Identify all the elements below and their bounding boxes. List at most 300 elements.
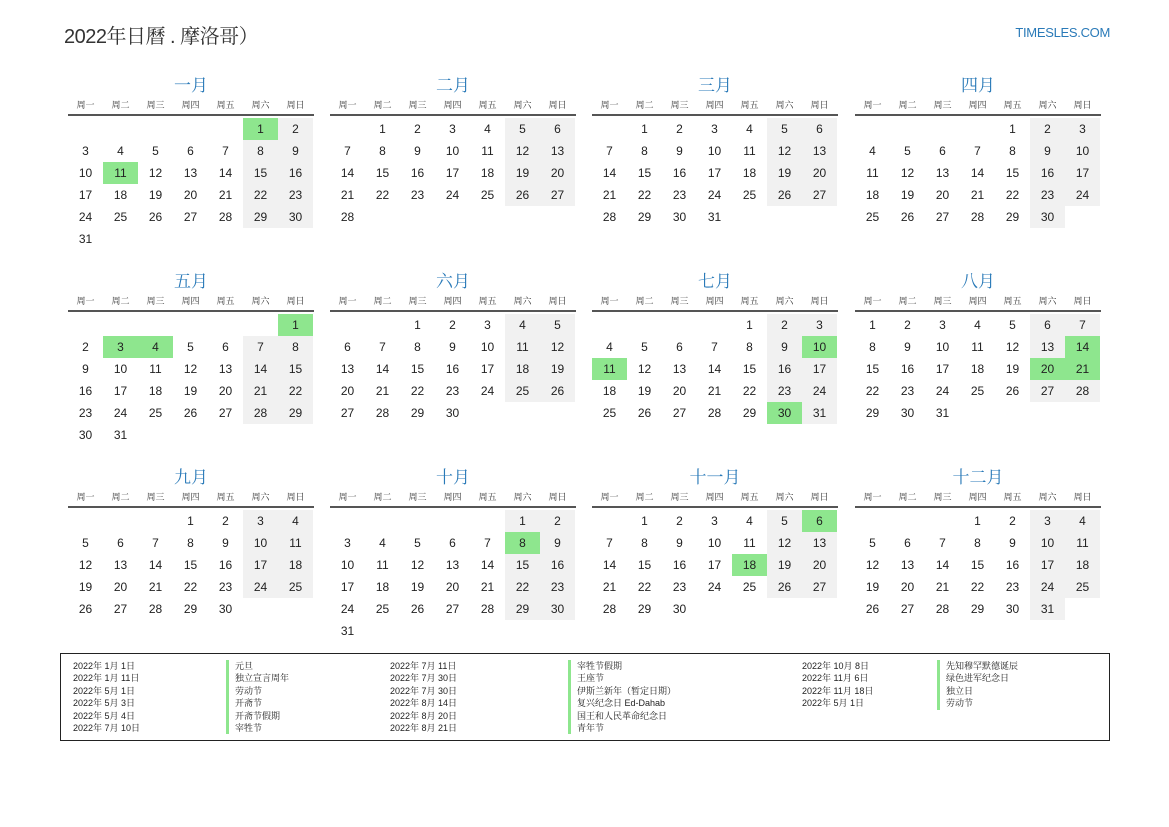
- holiday-day-cell: 11: [592, 358, 627, 380]
- weekday-header: [330, 490, 576, 508]
- day-cell: 11: [971, 340, 984, 354]
- month-11: [592, 467, 838, 620]
- empty-cell: [662, 314, 697, 336]
- day-cell: 19: [637, 384, 652, 398]
- day-cell: 24: [1065, 184, 1100, 206]
- weekday-label: 周三: [933, 492, 952, 502]
- day-cell: 27: [340, 406, 355, 420]
- month-name: 十月: [436, 468, 470, 487]
- day-cell: 24: [707, 580, 722, 594]
- empty-cell: [470, 510, 505, 532]
- holiday-day-cell: 8: [505, 532, 540, 554]
- day-cell: 2: [540, 510, 575, 532]
- day-cell: 22: [742, 384, 757, 398]
- day-cell: 16: [767, 358, 802, 380]
- day-cell: 24: [480, 384, 495, 398]
- weekday-label: 周五: [1003, 296, 1022, 306]
- month-name: 二月: [436, 76, 470, 95]
- empty-cell: [173, 314, 208, 336]
- day-cell: 20: [540, 162, 575, 184]
- site-logo[interactable]: TIMESLES.COM: [1015, 25, 1110, 40]
- weekday-header: [592, 294, 838, 312]
- empty-cell: [400, 510, 435, 532]
- weekday-label: 周一: [863, 492, 882, 502]
- day-cell: 7: [379, 340, 386, 354]
- weekday-header: [330, 294, 576, 312]
- empty-cell: [890, 510, 925, 532]
- holiday-dates-col3: [802, 660, 873, 710]
- holiday-list: [60, 653, 1110, 741]
- holiday-day-cell: 3: [103, 336, 138, 358]
- day-cell: 16: [672, 166, 687, 180]
- weekday-label: 周四: [181, 296, 200, 306]
- weekday-label: 周五: [216, 100, 235, 110]
- day-cell: 27: [540, 184, 575, 206]
- holiday-day-cell: 10: [802, 336, 837, 358]
- day-cell: 15: [1005, 166, 1020, 180]
- empty-cell: [330, 314, 365, 336]
- weekday-label: 周五: [478, 100, 497, 110]
- holiday-day-cell: 20: [1030, 358, 1065, 380]
- day-cell: 13: [218, 362, 233, 376]
- day-cell: 9: [676, 144, 683, 158]
- weekday-header: [855, 294, 1101, 312]
- weekday-label: 周二: [373, 296, 392, 306]
- holiday-entry: 2022年 8月 14日: [390, 698, 458, 709]
- day-cell: 8: [641, 536, 648, 550]
- month-name: 十一月: [689, 468, 741, 487]
- day-cell: 16: [410, 166, 425, 180]
- day-cell: 6: [939, 144, 946, 158]
- holiday-names-col2: [568, 660, 676, 734]
- month-5: [68, 271, 314, 446]
- day-cell: 20: [935, 188, 950, 202]
- empty-cell: [592, 314, 627, 336]
- day-cell: 13: [1030, 336, 1065, 358]
- day-cell: 21: [602, 580, 617, 594]
- weekday-label: 周五: [1003, 492, 1022, 502]
- day-cell: 15: [865, 362, 880, 376]
- day-cell: 28: [480, 602, 495, 616]
- day-cell: 31: [113, 428, 128, 442]
- day-cell: 20: [802, 554, 837, 576]
- day-cell: 2: [767, 314, 802, 336]
- day-cell: 10: [340, 558, 355, 572]
- day-cell: 27: [900, 602, 915, 616]
- weekday-label: 周五: [216, 296, 235, 306]
- day-cell: 15: [243, 162, 278, 184]
- day-cell: 25: [505, 380, 540, 402]
- day-cell: 12: [865, 558, 880, 572]
- weekday-label: 周三: [408, 100, 427, 110]
- empty-cell: [592, 510, 627, 532]
- day-cell: 26: [865, 602, 880, 616]
- day-cell: 16: [900, 362, 915, 376]
- day-cell: 11: [1065, 532, 1100, 554]
- day-cell: 8: [641, 144, 648, 158]
- day-cell: 10: [935, 340, 950, 354]
- weekday-label: 周一: [338, 100, 357, 110]
- day-cell: 14: [243, 358, 278, 380]
- holiday-entry: 2022年 1月 11日: [73, 673, 140, 684]
- day-cell: 2: [414, 122, 421, 136]
- day-cell: 16: [278, 162, 313, 184]
- empty-cell: [138, 314, 173, 336]
- day-cell: 26: [410, 602, 425, 616]
- day-cell: 11: [743, 144, 756, 158]
- day-cell: 30: [78, 428, 93, 442]
- day-cell: 14: [480, 558, 495, 572]
- day-cell: 14: [602, 166, 617, 180]
- day-cell: 29: [637, 210, 652, 224]
- empty-cell: [925, 510, 960, 532]
- day-cell: 3: [711, 122, 718, 136]
- day-cell: 15: [970, 558, 985, 572]
- day-cell: 21: [935, 580, 950, 594]
- day-cell: 2: [278, 118, 313, 140]
- day-cell: 30: [278, 206, 313, 228]
- holiday-day-cell: 6: [802, 510, 837, 532]
- day-cell: 22: [183, 580, 198, 594]
- day-cell: 24: [802, 380, 837, 402]
- weekday-label: 周四: [968, 296, 987, 306]
- holiday-entry: 2022年 5月 3日: [73, 698, 136, 709]
- day-cell: 3: [711, 514, 718, 528]
- day-cell: 27: [1030, 380, 1065, 402]
- day-cell: 30: [1030, 206, 1065, 228]
- day-cell: 7: [243, 336, 278, 358]
- day-cell: 20: [445, 580, 460, 594]
- holiday-day-cell: 30: [767, 402, 802, 424]
- day-cell: 19: [767, 162, 802, 184]
- day-cell: 10: [707, 536, 722, 550]
- weekday-label: 周六: [513, 492, 532, 502]
- day-cell: 17: [707, 166, 722, 180]
- day-cell: 3: [243, 510, 278, 532]
- day-cell: 27: [183, 210, 198, 224]
- day-cell: 20: [340, 384, 355, 398]
- day-cell: 16: [218, 558, 233, 572]
- day-cell: 28: [602, 210, 617, 224]
- holiday-day-cell: 14: [1065, 336, 1100, 358]
- weekday-label: 周四: [968, 492, 987, 502]
- day-cell: 22: [243, 184, 278, 206]
- weekday-label: 周六: [513, 296, 532, 306]
- day-cell: 9: [222, 536, 229, 550]
- day-cell: 8: [278, 336, 313, 358]
- day-cell: 7: [711, 340, 718, 354]
- weekday-label: 周日: [286, 296, 305, 306]
- day-cell: 7: [344, 144, 351, 158]
- day-cell: 27: [672, 406, 687, 420]
- day-cell: 23: [410, 188, 425, 202]
- day-grid: [330, 510, 576, 642]
- weekday-label: 周三: [670, 492, 689, 502]
- empty-cell: [435, 510, 470, 532]
- day-cell: 6: [676, 340, 683, 354]
- day-cell: 27: [445, 602, 460, 616]
- day-cell: 29: [505, 598, 540, 620]
- day-cell: 8: [187, 536, 194, 550]
- weekday-header: [68, 490, 314, 508]
- weekday-label: 周一: [600, 100, 619, 110]
- day-cell: 13: [900, 558, 915, 572]
- day-cell: 6: [344, 340, 351, 354]
- weekday-header: [592, 490, 838, 508]
- day-grid: [68, 118, 314, 250]
- day-cell: 18: [742, 166, 757, 180]
- day-cell: 19: [505, 162, 540, 184]
- day-cell: 22: [1005, 188, 1020, 202]
- day-grid: [330, 314, 576, 424]
- day-cell: 30: [1005, 602, 1020, 616]
- day-cell: 30: [218, 602, 233, 616]
- holiday-entry: 2022年 5月 1日: [73, 685, 136, 696]
- day-cell: 2: [676, 122, 683, 136]
- weekday-label: 周四: [968, 100, 987, 110]
- day-cell: 24: [340, 602, 355, 616]
- weekday-header: [68, 294, 314, 312]
- day-cell: 18: [375, 580, 390, 594]
- empty-cell: [697, 314, 732, 336]
- day-grid: [68, 314, 314, 446]
- day-cell: 4: [974, 318, 981, 332]
- day-cell: 28: [602, 602, 617, 616]
- month-name: 九月: [174, 468, 208, 487]
- day-cell: 9: [904, 340, 911, 354]
- day-cell: 11: [505, 336, 540, 358]
- day-cell: 6: [222, 340, 229, 354]
- weekday-label: 周六: [775, 492, 794, 502]
- day-cell: 9: [1009, 536, 1016, 550]
- month-12: [855, 467, 1101, 620]
- day-cell: 31: [707, 210, 722, 224]
- day-cell: 11: [481, 144, 494, 158]
- day-cell: 7: [152, 536, 159, 550]
- month-2: [330, 75, 576, 228]
- empty-cell: [138, 118, 173, 140]
- holiday-entry: 王座节: [568, 672, 676, 684]
- month-1: [68, 75, 314, 250]
- month-name: 五月: [174, 272, 208, 291]
- day-cell: 17: [340, 580, 355, 594]
- day-cell: 8: [414, 340, 421, 354]
- day-cell: 16: [445, 362, 460, 376]
- day-cell: 7: [1065, 314, 1100, 336]
- day-cell: 19: [78, 580, 93, 594]
- day-cell: 4: [606, 340, 613, 354]
- weekday-header: [330, 98, 576, 116]
- weekday-label: 周一: [338, 296, 357, 306]
- day-cell: 4: [484, 122, 491, 136]
- day-cell: 3: [344, 536, 351, 550]
- day-cell: 20: [672, 384, 687, 398]
- weekday-label: 周一: [863, 100, 882, 110]
- day-cell: 29: [637, 602, 652, 616]
- day-cell: 12: [637, 362, 652, 376]
- day-cell: 21: [340, 188, 355, 202]
- holiday-dates-col1: [73, 660, 140, 734]
- day-cell: 17: [78, 188, 93, 202]
- day-cell: 4: [505, 314, 540, 336]
- day-cell: 16: [540, 554, 575, 576]
- day-cell: 5: [187, 340, 194, 354]
- empty-cell: [365, 314, 400, 336]
- day-cell: 2: [676, 514, 683, 528]
- holiday-entry: 宰牲节假期: [568, 660, 676, 672]
- day-cell: 7: [222, 144, 229, 158]
- day-cell: 27: [802, 576, 837, 598]
- month-name: 十二月: [952, 468, 1004, 487]
- day-cell: 6: [187, 144, 194, 158]
- weekday-label: 周六: [775, 100, 794, 110]
- day-cell: 4: [1065, 510, 1100, 532]
- day-cell: 26: [183, 406, 198, 420]
- day-grid: [855, 118, 1101, 228]
- month-6: [330, 271, 576, 424]
- weekday-label: 周日: [548, 492, 567, 502]
- day-cell: 15: [505, 554, 540, 576]
- day-cell: 7: [484, 536, 491, 550]
- day-cell: 26: [900, 210, 915, 224]
- day-cell: 20: [113, 580, 128, 594]
- day-cell: 8: [243, 140, 278, 162]
- day-cell: 11: [149, 362, 162, 376]
- day-cell: 25: [113, 210, 128, 224]
- holiday-entry: 独立日: [937, 685, 1018, 697]
- weekday-label: 周三: [933, 296, 952, 306]
- day-cell: 17: [935, 362, 950, 376]
- day-cell: 15: [410, 362, 425, 376]
- empty-cell: [330, 510, 365, 532]
- day-cell: 2: [1030, 118, 1065, 140]
- day-cell: 22: [865, 384, 880, 398]
- weekday-label: 周二: [635, 296, 654, 306]
- day-cell: 17: [480, 362, 495, 376]
- empty-cell: [208, 118, 243, 140]
- weekday-label: 周六: [251, 100, 270, 110]
- day-cell: 22: [375, 188, 390, 202]
- weekday-label: 周六: [775, 296, 794, 306]
- day-cell: 3: [484, 318, 491, 332]
- day-cell: 9: [540, 532, 575, 554]
- holiday-entry: 2022年 7月 30日: [390, 685, 458, 696]
- weekday-label: 周日: [810, 100, 829, 110]
- weekday-label: 周日: [548, 296, 567, 306]
- day-cell: 5: [767, 510, 802, 532]
- day-cell: 19: [183, 384, 198, 398]
- day-cell: 1: [1009, 122, 1016, 136]
- empty-cell: [68, 510, 103, 532]
- empty-cell: [68, 118, 103, 140]
- day-cell: 14: [375, 362, 390, 376]
- day-cell: 2: [904, 318, 911, 332]
- day-cell: 3: [1065, 118, 1100, 140]
- day-grid: [855, 510, 1101, 620]
- weekday-label: 周五: [740, 296, 759, 306]
- day-cell: 9: [414, 144, 421, 158]
- day-cell: 20: [183, 188, 198, 202]
- day-cell: 1: [379, 122, 386, 136]
- holiday-entry: 2022年 8月 20日: [390, 710, 458, 721]
- day-cell: 16: [1005, 558, 1020, 572]
- day-cell: 25: [480, 188, 495, 202]
- day-cell: 18: [278, 554, 313, 576]
- day-grid: [592, 510, 838, 620]
- day-cell: 30: [540, 598, 575, 620]
- weekday-label: 周五: [478, 296, 497, 306]
- day-cell: 21: [480, 580, 495, 594]
- day-cell: 31: [340, 624, 355, 638]
- day-cell: 3: [1030, 510, 1065, 532]
- holiday-entry: 劳动节: [937, 697, 1018, 709]
- holiday-entry: 2022年 8月 21日: [390, 723, 458, 734]
- day-cell: 1: [641, 122, 648, 136]
- day-cell: 5: [82, 536, 89, 550]
- weekday-label: 周六: [251, 492, 270, 502]
- holiday-entry: 劳动节: [226, 685, 289, 697]
- day-cell: 29: [243, 206, 278, 228]
- weekday-label: 周二: [635, 492, 654, 502]
- holiday-entry: 复兴纪念日 Ed-Dahab: [568, 697, 676, 709]
- weekday-label: 周五: [1003, 100, 1022, 110]
- day-cell: 1: [641, 514, 648, 528]
- day-cell: 5: [869, 536, 876, 550]
- day-cell: 28: [707, 406, 722, 420]
- holiday-day-cell: 1: [243, 118, 278, 140]
- day-cell: 12: [900, 166, 915, 180]
- day-cell: 7: [939, 536, 946, 550]
- day-cell: 21: [375, 384, 390, 398]
- weekday-header: [855, 490, 1101, 508]
- day-cell: 23: [278, 184, 313, 206]
- weekday-label: 周三: [146, 296, 165, 306]
- empty-cell: [925, 118, 960, 140]
- day-cell: 15: [183, 558, 198, 572]
- weekday-label: 周三: [670, 100, 689, 110]
- weekday-label: 周一: [600, 296, 619, 306]
- weekday-label: 周四: [181, 100, 200, 110]
- day-cell: 5: [505, 118, 540, 140]
- weekday-label: 周六: [513, 100, 532, 110]
- day-cell: 28: [970, 210, 985, 224]
- day-cell: 2: [222, 514, 229, 528]
- day-cell: 1: [505, 510, 540, 532]
- month-name: 四月: [961, 76, 995, 95]
- day-cell: 30: [445, 406, 460, 420]
- holiday-day-cell: 21: [1065, 358, 1100, 380]
- day-cell: 30: [672, 602, 687, 616]
- weekday-label: 周日: [810, 492, 829, 502]
- weekday-label: 周日: [286, 492, 305, 502]
- day-cell: 24: [935, 384, 950, 398]
- weekday-label: 周日: [286, 100, 305, 110]
- day-cell: 19: [865, 580, 880, 594]
- weekday-label: 周日: [1073, 100, 1092, 110]
- day-grid: [855, 314, 1101, 424]
- weekday-label: 周三: [146, 492, 165, 502]
- weekday-header: [68, 98, 314, 116]
- day-cell: 22: [970, 580, 985, 594]
- day-cell: 21: [218, 188, 233, 202]
- day-cell: 25: [278, 576, 313, 598]
- day-cell: 12: [78, 558, 93, 572]
- day-cell: 31: [935, 406, 950, 420]
- weekday-header: [592, 98, 838, 116]
- day-cell: 23: [672, 580, 687, 594]
- day-cell: 14: [340, 166, 355, 180]
- day-cell: 23: [672, 188, 687, 202]
